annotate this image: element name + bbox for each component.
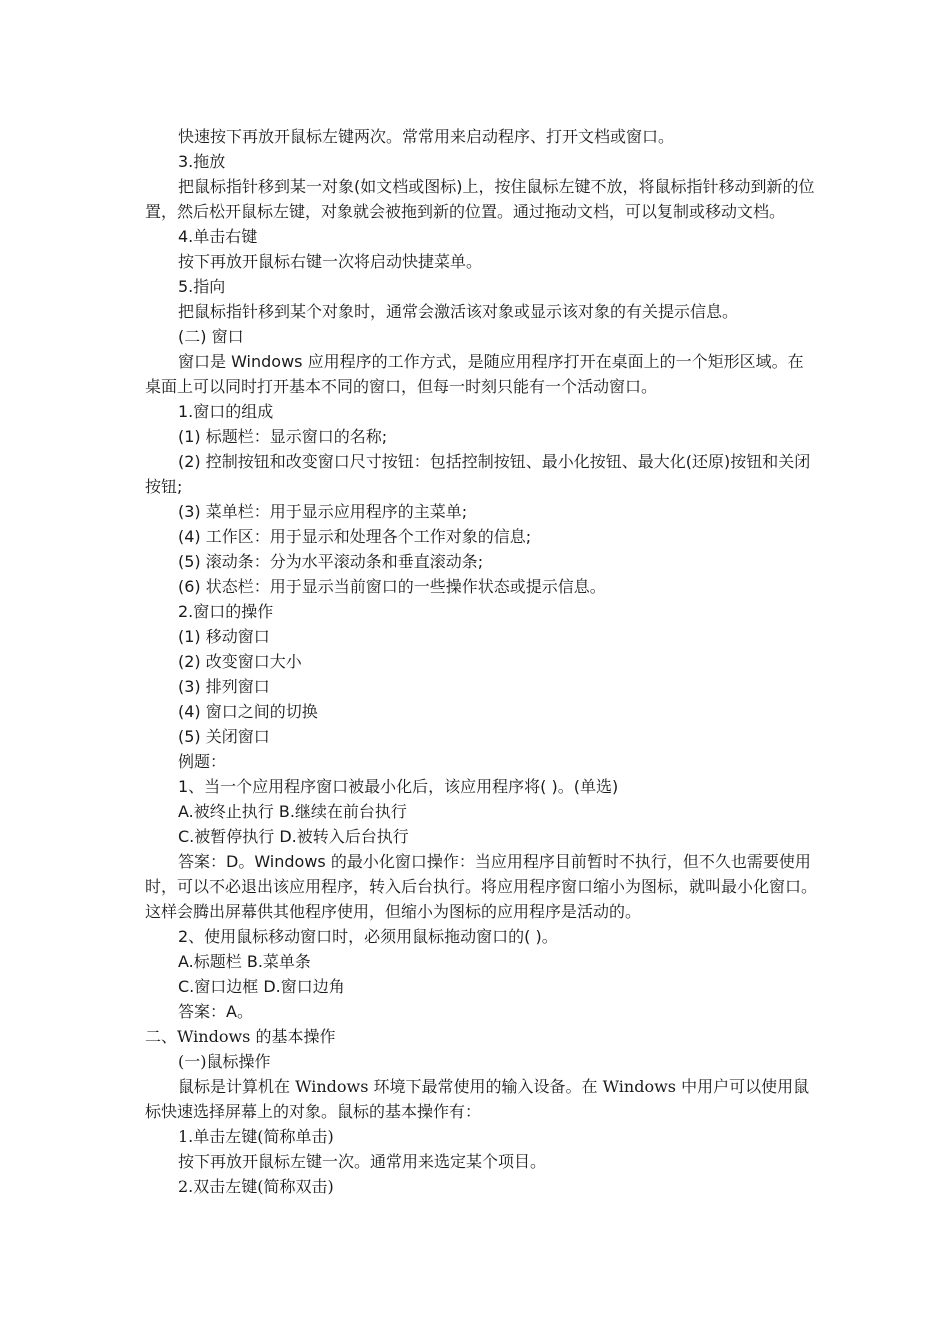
paragraph: 答案：D。Windows 的最小化窗口操作：当应用程序目前暂时不执行，但不久也需要使用时，可以不必退出该应用程序，转入后台执行。将应用程序窗口缩小为图标，就叫最小化窗口。这样会腾出屏幕供其他程序使用，但缩小为图标的应用程序是活动的。	[145, 852, 818, 921]
paragraph: 4.单击右键	[178, 227, 258, 246]
paragraph: 窗口是 Windows 应用程序的工作方式，是随应用程序打开在桌面上的一个矩形区域。在桌面上可以同时打开基本不同的窗口，但每一时刻只能有一个活动窗口。	[145, 352, 804, 396]
paragraph: (6) 状态栏：用于显示当前窗口的一些操作状态或提示信息。	[178, 577, 606, 596]
paragraph: 二、Windows 的基本操作	[145, 1027, 336, 1046]
paragraph: 2.窗口的操作	[178, 602, 274, 621]
paragraph: 快速按下再放开鼠标左键两次。常常用来启动程序、打开文档或窗口。	[178, 127, 675, 146]
paragraph: (4) 窗口之间的切换	[178, 702, 318, 721]
paragraph: 2、使用鼠标移动窗口时，必须用鼠标拖动窗口的( )。	[178, 927, 558, 946]
paragraph: 按下再放开鼠标左键一次。通常用来选定某个项目。	[178, 1152, 547, 1171]
paragraph: (1) 移动窗口	[178, 627, 270, 646]
paragraph: 5.指向	[178, 277, 226, 296]
paragraph: 把鼠标指针移到某一对象(如文档或图标)上，按住鼠标左键不放，将鼠标指针移动到新的位置，然后松开鼠标左键，对象就会被拖到新的位置。通过拖动文档，可以复制或移动文档。	[145, 177, 815, 221]
paragraph: (2) 改变窗口大小	[178, 652, 302, 671]
paragraph: (一)鼠标操作	[178, 1052, 271, 1071]
document-body	[145, 124, 817, 1199]
paragraph: 3.拖放	[178, 152, 226, 171]
paragraph: 按下再放开鼠标右键一次将启动快捷菜单。	[178, 252, 483, 271]
paragraph: (4) 工作区：用于显示和处理各个工作对象的信息;	[178, 527, 532, 546]
paragraph: (3) 菜单栏：用于显示应用程序的主菜单;	[178, 502, 468, 521]
paragraph: 1.窗口的组成	[178, 402, 274, 421]
paragraph: 1、当一个应用程序窗口被最小化后，该应用程序将( )。(单选)	[178, 777, 619, 796]
paragraph: 1.单击左键(简称单击)	[178, 1127, 334, 1146]
paragraph: (1) 标题栏：显示窗口的名称;	[178, 427, 388, 446]
paragraph: (5) 滚动条：分为水平滚动条和垂直滚动条;	[178, 552, 484, 571]
paragraph: 2.双击左键(简称双击)	[178, 1177, 334, 1196]
paragraph: 鼠标是计算机在 Windows 环境下最常使用的输入设备。在 Windows 中用户可以使用鼠标快速选择屏幕上的对象。鼠标的基本操作有：	[145, 1077, 810, 1121]
paragraph: (5) 关闭窗口	[178, 727, 270, 746]
paragraph: A.被终止执行 B.继续在前台执行	[178, 802, 407, 821]
paragraph: C.被暂停执行 D.被转入后台执行	[178, 827, 409, 846]
paragraph: (2) 控制按钮和改变窗口尺寸按钮：包括控制按钮、最小化按钮、最大化(还原)按钮和关闭按钮;	[145, 452, 811, 496]
paragraph: 把鼠标指针移到某个对象时，通常会激活该对象或显示该对象的有关提示信息。	[178, 302, 739, 321]
paragraph: (二) 窗口	[178, 327, 244, 346]
paragraph: C.窗口边框 D.窗口边角	[178, 977, 345, 996]
paragraph: 答案：A。	[178, 1002, 253, 1021]
paragraph: (3) 排列窗口	[178, 677, 270, 696]
paragraph: A.标题栏 B.菜单条	[178, 952, 311, 971]
paragraph: 例题：	[178, 752, 227, 771]
